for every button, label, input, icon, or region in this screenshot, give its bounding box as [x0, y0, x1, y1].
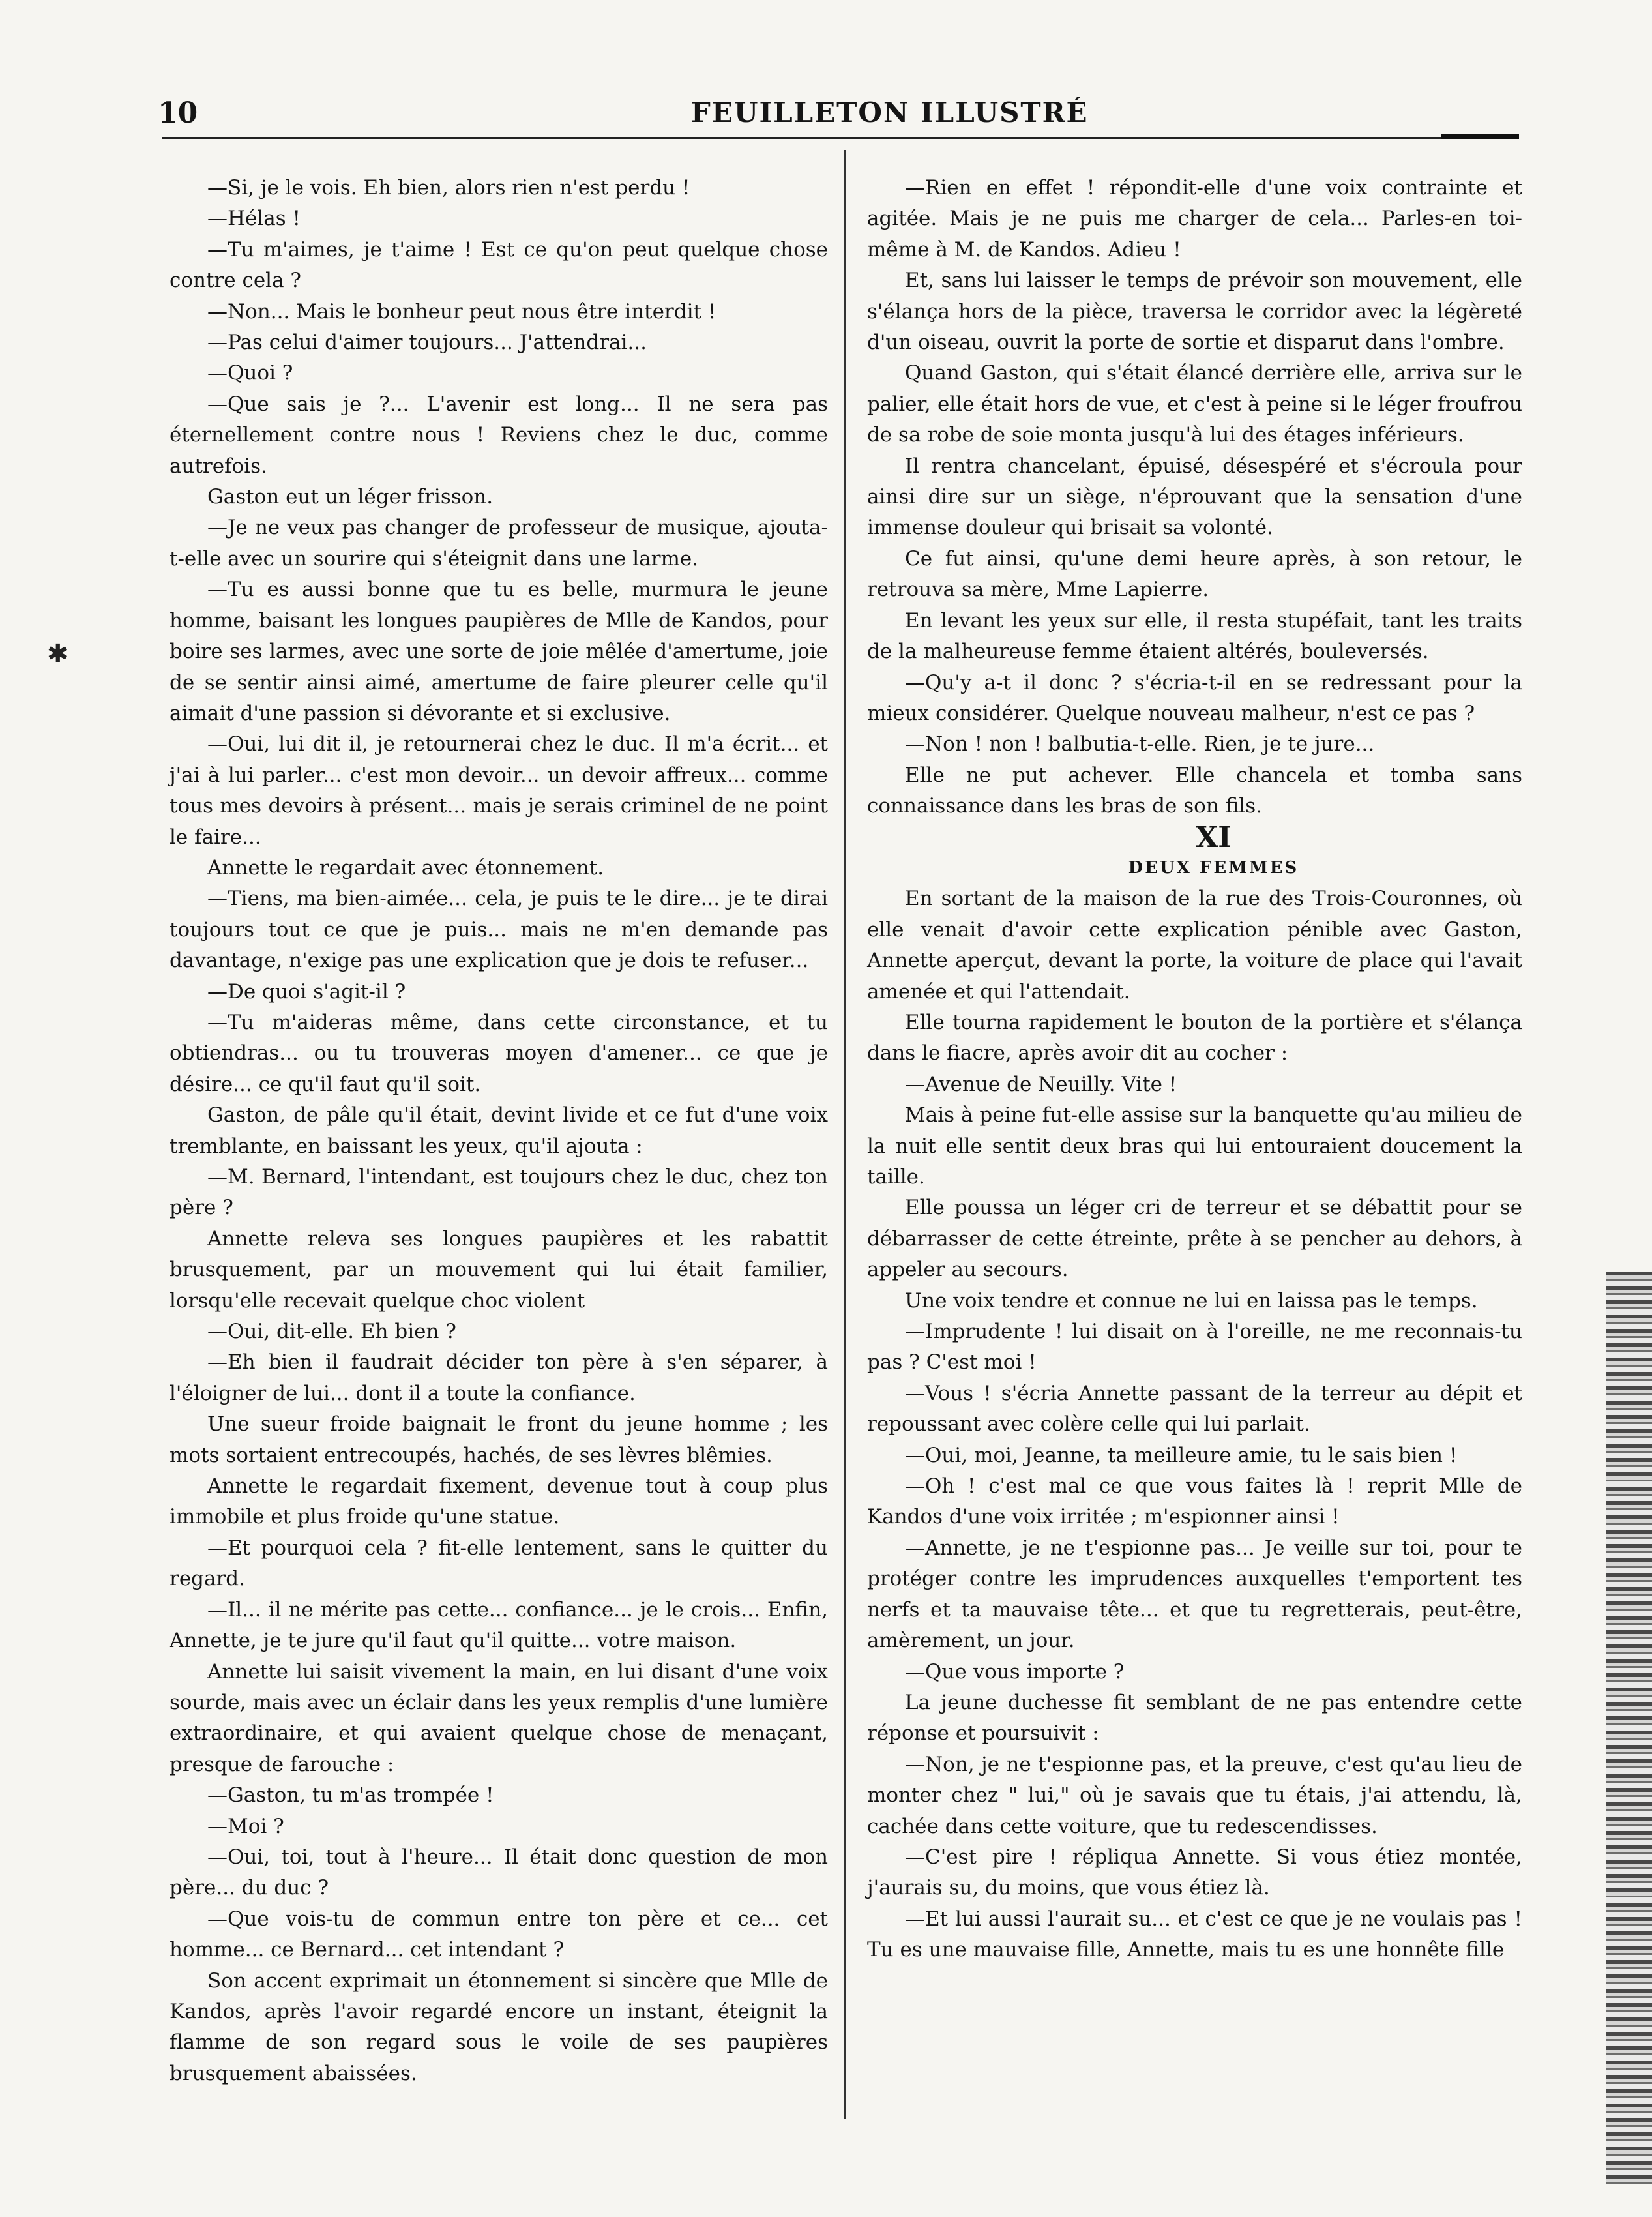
paragraph: —Je ne veux pas changer de professeur de musique, ajouta-t-elle avec un sourire qui s'éteignit dans une larme. — [170, 516, 828, 571]
paragraph: —Que vous importe ? — [905, 1659, 1125, 1684]
paragraph: Annette le regardait avec étonnement. — [207, 856, 604, 880]
paragraph: —Gaston, tu m'as trompée ! — [207, 1783, 494, 1808]
paragraph: Elle poussa un léger cri de terreur et se débattit pour se débarrasser de cette étreinte, prête à se pencher au dehors, à appeler au secours. — [867, 1196, 1522, 1282]
paragraph: —Tu m'aideras même, dans cette circonstance, et tu obtiendras... ou tu trouveras moyen d'amener... ce que je désire... ce qu'il faut qu'il soit. — [170, 1010, 828, 1096]
paragraph: —Non ! non ! balbutia-t-elle. Rien, je te jure... — [905, 732, 1375, 756]
paragraph: Gaston, de pâle qu'il était, devint livide et ce fut d'une voix tremblante, en baissant les yeux, qu'il ajouta : — [170, 1103, 828, 1158]
paragraph: Une voix tendre et connue ne lui en laissa pas le temps. — [905, 1288, 1478, 1313]
paragraph: Et, sans lui laisser le temps de prévoir son mouvement, elle s'élança hors de la pièce, traversa le corridor avec la légèreté d'un oiseau, ouvrit la porte de sortie et disparut dans l'ombre. — [867, 269, 1522, 355]
paragraph: —Annette, je ne t'espionne pas... Je veille sur toi, pour te protéger contre les imprudences auxquelles t'emportent tes nerfs et ta mauvaise tête... et que tu regretterais, peut-être, amèrement, un jour. — [867, 1536, 1522, 1653]
header-rule — [162, 137, 1519, 139]
paragraph: —Vous ! s'écria Annette passant de la terreur au dépit et repoussant avec colère celle qui lui parlait. — [867, 1381, 1522, 1436]
running-title: FEUILLETON ILLUSTRÉ — [691, 97, 1089, 128]
paragraph: Il rentra chancelant, épuisé, désespéré et s'écroula pour ainsi dire sur un siège, n'éprouvant que la sensation d'une immense douleur qui brisait sa volonté. — [867, 454, 1522, 540]
paragraph: La jeune duchesse fit semblant de ne pas entendre cette réponse et poursuivit : — [867, 1690, 1522, 1746]
paragraph: —Tiens, ma bien-aimée... cela, je puis te le dire... je te dirai toujours tout ce que je puis... mais ne m'en demande pas davantage, n'exige pas une explication que je dois te refuser... — [170, 887, 828, 973]
paragraph: —Hélas ! — [207, 207, 301, 231]
paragraph: —Oh ! c'est mal ce que vous faites là ! reprit Mlle de Kandos d'une voix irritée ; m'espionner ainsi ! — [867, 1474, 1522, 1529]
paragraph: —Tu es aussi bonne que tu es belle, murmura le jeune homme, baisant les longues paupières de Mlle de Kandos, pour boire ses larmes, avec une sorte de joie mêlée d'amertume, joie de se sentir ainsi aimé, amertume de faire pleurer celle qu'il aimait d'une passion si dévorante et si exclusive. — [170, 578, 828, 725]
margin-mark: ✱ — [47, 639, 69, 669]
paragraph: Mais à peine fut-elle assise sur la banquette qu'au milieu de la nuit elle sentit deux bras qui lui entouraient doucement la taille. — [867, 1103, 1522, 1189]
paragraph: Annette releva ses longues paupières et les rabattit brusquement, par un mouvement qui lui était familier, lorsqu'elle recevait quelque choc violent — [170, 1227, 828, 1313]
paragraph: —Oui, dit-elle. Eh bien ? — [207, 1320, 456, 1344]
paragraph: En levant les yeux sur elle, il resta stupéfait, tant les traits de la malheureuse femme étaient altérés, bouleversés. — [867, 608, 1522, 664]
paragraph: —Oui, moi, Jeanne, ta meilleure amie, tu le sais bien ! — [905, 1443, 1458, 1467]
paragraph: —De quoi s'agit-il ? — [207, 979, 406, 1004]
paragraph: Elle ne put achever. Elle chancela et tomba sans connaissance dans les bras de son fils. — [867, 763, 1522, 818]
column-divider — [844, 150, 846, 2119]
chapter-title: DEUX FEMMES — [1128, 857, 1299, 878]
left-column — [170, 173, 828, 2089]
paragraph: —Avenue de Neuilly. Vite ! — [905, 1072, 1177, 1096]
header-rule-end — [1441, 134, 1519, 139]
paragraph: Annette le regardait fixement, devenue tout à coup plus immobile et plus froide qu'une statue. — [170, 1474, 828, 1529]
paragraph: Son accent exprimait un étonnement si sincère que Mlle de Kandos, après l'avoir regardé encore un instant, éteignit la flamme de son regard sous le voile de ses paupières brusquement abaissées. — [170, 1969, 828, 2085]
paragraph: Quand Gaston, qui s'était élancé derrière elle, arriva sur le palier, elle était hors de vue, et c'est à peine si le léger froufrou de sa robe de soie monta jusqu'à lui des étages inférieurs. — [867, 361, 1522, 447]
paragraph: —Il... il ne mérite pas cette... confiance... je le crois... Enfin, Annette, je te jure qu'il faut qu'il quitte... votre maison. — [170, 1598, 828, 1653]
paragraph: Elle tourna rapidement le bouton de la portière et s'élança dans le fiacre, après avoir dit au cocher : — [867, 1010, 1522, 1065]
scan-edge-noise — [1606, 1272, 1652, 2184]
paragraph: —Quoi ? — [207, 361, 293, 385]
paragraph: —Rien en effet ! répondit-elle d'une voix contrainte et agitée. Mais je ne puis me charger de cela... Parles-en toi-même à M. de Kandos. Adieu ! — [867, 176, 1522, 261]
paragraph: —Non, je ne t'espionne pas, et la preuve, c'est qu'au lieu de monter chez " lui," où je savais que tu étais, j'ai attendu, là, cachée dans cette voiture, que tu redescendisses. — [867, 1752, 1522, 1838]
paragraph: —Qu'y a-t il donc ? s'écria-t-il en se redressant pour la mieux considérer. Quelque nouveau malheur, n'est ce pas ? — [867, 670, 1522, 725]
page-number: 10 — [158, 97, 198, 130]
right-column — [867, 173, 1522, 1966]
paragraph: —Oui, lui dit il, je retournerai chez le duc. Il m'a écrit... et j'ai à lui parler... c'est mon devoir... un devoir affreux... comme tous mes devoirs à présent... mais je serais criminel de ne point le faire... — [170, 732, 828, 849]
paragraph: —Que sais je ?... L'avenir est long... Il ne sera pas éternellement contre nous ! Reviens chez le duc, comme autrefois. — [170, 392, 828, 478]
paragraph: —Pas celui d'aimer toujours... J'attendrai... — [207, 331, 647, 355]
paragraph: —C'est pire ! répliqua Annette. Si vous étiez montée, j'aurais su, du moins, que vous étiez là. — [867, 1845, 1522, 1900]
paragraph: Annette lui saisit vivement la main, en lui disant d'une voix sourde, mais avec un éclair dans les yeux remplis d'une lumière extraordinaire, et qui avaient quelque chose de menaçant, presque de farouche : — [170, 1659, 828, 1776]
paragraph: —M. Bernard, l'intendant, est toujours chez le duc, chez ton père ? — [170, 1165, 828, 1220]
paragraph: Une sueur froide baignait le front du jeune homme ; les mots sortaient entrecoupés, hachés, de ses lèvres blêmies. — [170, 1412, 828, 1467]
paragraph: —Et lui aussi l'aurait su... et c'est ce que je ne voulais pas ! Tu es une mauvaise fille, Annette, mais tu es une honnête fille — [867, 1907, 1522, 1962]
paragraph: Ce fut ainsi, qu'une demi heure après, à son retour, le retrouva sa mère, Mme Lapierre. — [867, 546, 1522, 602]
paragraph: Gaston eut un léger frisson. — [207, 485, 494, 509]
paragraph: —Tu m'aimes, je t'aime ! Est ce qu'on peut quelque chose contre cela ? — [170, 237, 828, 293]
paragraph: —Non... Mais le bonheur peut nous être interdit ! — [207, 299, 716, 323]
paragraph: —Si, je le vois. Eh bien, alors rien n'est perdu ! — [207, 176, 690, 200]
paragraph: —Oui, toi, tout à l'heure... Il était donc question de mon père... du duc ? — [170, 1845, 828, 1900]
paragraph: En sortant de la maison de la rue des Trois-Couronnes, où elle venait d'avoir cette explication pénible avec Gaston, Annette aperçut, devant la porte, la voiture de place qui l'avait amenée et qui l'attendait. — [867, 887, 1522, 1004]
paragraph: —Eh bien il faudrait décider ton père à s'en séparer, à l'éloigner de lui... dont il a toute la confiance. — [170, 1350, 828, 1405]
paragraph: —Imprudente ! lui disait on à l'oreille, ne me reconnais-tu pas ? C'est moi ! — [867, 1320, 1522, 1375]
paragraph: —Et pourquoi cela ? fit-elle lentement, sans le quitter du regard. — [170, 1536, 828, 1591]
chapter-number: XI — [1196, 820, 1232, 854]
paragraph: —Que vois-tu de commun entre ton père et ce... cet homme... ce Bernard... cet intendant ? — [170, 1907, 828, 1962]
paragraph: —Moi ? — [207, 1814, 284, 1838]
